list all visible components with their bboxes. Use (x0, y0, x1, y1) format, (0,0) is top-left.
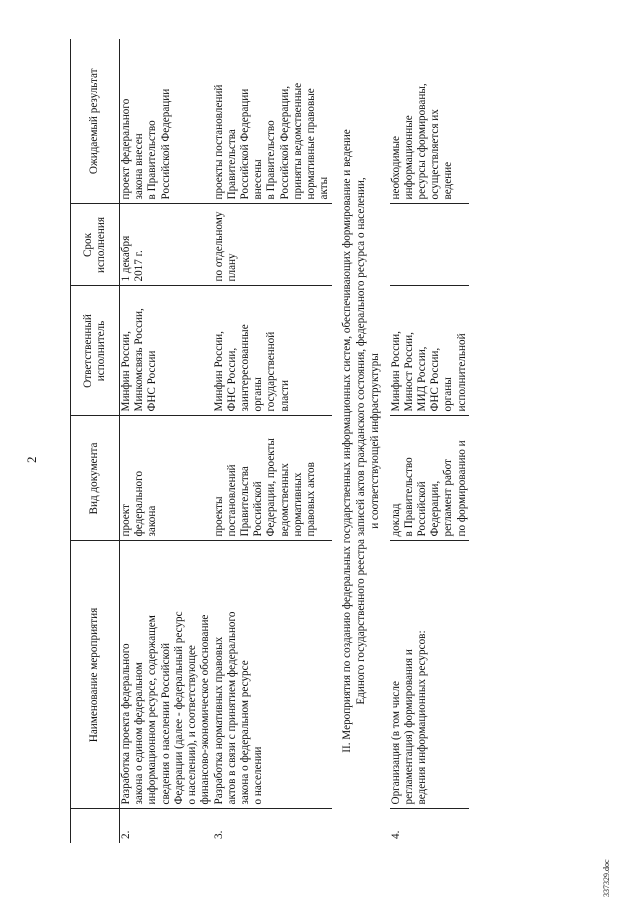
cell-line: о населении), и соответствующее (186, 645, 199, 805)
cell-line: акты (318, 176, 331, 200)
cell-line: проект федерального (120, 98, 132, 200)
cell-line: Российской (252, 481, 265, 537)
cell-line: Организация (в том числе (389, 681, 402, 805)
section-title-line: Единого государственного реестра записей актов гражданского состояния, федерального ресурса о населении, (354, 177, 367, 705)
cell-line: ФНС России, (225, 347, 238, 412)
cell-line: проекты постановлений (212, 84, 225, 200)
cell-line: Федерации (далее - федеральный ресурс (172, 611, 185, 805)
activities-table (70, 39, 469, 843)
cell-line: власти (278, 379, 291, 412)
document-type-cell (213, 416, 332, 541)
cell-line: Разработка проекта федерального (120, 643, 132, 805)
cell-line: актов в связи с принятием федерального (225, 611, 238, 805)
deadline-cell (120, 204, 213, 286)
cell-line: Российской (415, 481, 428, 537)
cell-line: Минфин России, (212, 331, 225, 412)
executor-cell (213, 286, 332, 416)
executor-cell (390, 286, 469, 416)
activity-name-cell (390, 541, 469, 809)
cell-line: необходимые (389, 136, 402, 200)
cell-line: информационном ресурсе, содержащем (146, 615, 159, 805)
cell-line: плану (225, 253, 238, 282)
page-number: 2 (24, 456, 39, 463)
cell-line: Федерации, (429, 480, 442, 537)
header-executor: Ответственный исполнитель (71, 286, 120, 416)
cell-line: федерального (133, 470, 146, 537)
cell-line: закона внесен (133, 133, 146, 200)
table-header-row (71, 39, 120, 843)
cell-line: закона о федеральном ресурсе (238, 660, 251, 805)
cell-line: МИД России, (415, 346, 428, 412)
cell-line: 1 декабря (120, 235, 132, 282)
section-title (332, 39, 390, 843)
table-body-section-title (332, 39, 390, 843)
cell-line: Минкомсвязь России, (133, 308, 146, 412)
header-document-type: Вид документа (71, 416, 120, 541)
cell-line: ФНС России, (429, 347, 442, 412)
cell-line: осуществляется их (429, 109, 442, 200)
row-number-cell: 4. (389, 830, 402, 839)
cell-line: регламентация) формирования и (402, 649, 415, 805)
cell-line: Минюст России, (402, 332, 415, 412)
document-type-cell (390, 416, 469, 541)
cell-line: доклад (389, 503, 402, 537)
cell-line: органы (442, 377, 455, 412)
cell-line: Федерации, проекты (265, 438, 278, 537)
table-row (213, 39, 332, 843)
cell-line: ведомственных (278, 463, 291, 537)
header-expected-result: Ожидаемый результат (71, 39, 120, 204)
cell-line: Российской Федерации (238, 88, 251, 200)
cell-line: органы (252, 377, 265, 412)
cell-line: Правительства (238, 466, 251, 537)
cell-line: Минфин России, (120, 331, 132, 412)
document-file-code: 337329.doc (602, 859, 611, 897)
deadline-cell (213, 204, 332, 286)
cell-line: ведение (442, 161, 455, 200)
cell-line: закона (146, 505, 159, 537)
cell-line: Российской Федерации, (278, 85, 291, 200)
cell-line: в Правительство (402, 457, 415, 537)
table-row (390, 39, 469, 843)
expected-result-cell (213, 39, 332, 204)
table-row (120, 39, 213, 843)
activity-name-cell (213, 541, 332, 809)
header-num (71, 809, 120, 843)
header-deadline: Срок исполнения (71, 204, 120, 286)
document-type-cell (120, 416, 213, 541)
cell-line: по формированию и (455, 440, 468, 537)
cell-line: сведения о населении Российской (159, 643, 172, 805)
cell-line: Разработка нормативных правовых (212, 636, 225, 805)
cell-line: ресурсы сформированы, (415, 83, 428, 200)
section-title-row (332, 39, 390, 843)
deadline-cell (390, 204, 469, 286)
cell-line: 2017 г. (133, 250, 146, 282)
cell-line: информационные (402, 115, 415, 200)
cell-line: проекты (212, 496, 225, 537)
section-title-line: и соответствующей инфраструктуры (368, 353, 381, 529)
cell-line: в Правительство (146, 120, 159, 200)
executor-cell (120, 286, 213, 416)
cell-line: финансово-экономическое обоснование (199, 614, 212, 805)
cell-line: постановлений (225, 464, 238, 537)
cell-line: ведения информационных ресурсов: (415, 630, 428, 805)
row-number-cell: 2. (120, 830, 132, 839)
cell-line: ФНС России (146, 350, 159, 412)
cell-line: Правительства (225, 129, 238, 200)
cell-line: в Правительство (265, 120, 278, 200)
cell-line: правовых актов (305, 462, 318, 537)
header-activity-name: Наименование мероприятия (71, 541, 120, 809)
activity-name-cell (120, 541, 213, 809)
cell-line: нормативные правовые (305, 88, 318, 200)
cell-line: проект (120, 504, 132, 537)
row-number-cell: 3. (212, 830, 225, 839)
section-title-line: II. Мероприятия по созданию федеральных государственных информационных систем, обеспечивающих формирование и ведение (340, 129, 353, 753)
cell-line: закона о едином федеральном (133, 662, 146, 805)
cell-line: внесены (252, 159, 265, 200)
cell-line: приняты ведомственные (291, 82, 304, 200)
cell-line: Российской Федерации (159, 88, 172, 200)
cell-line: Минфин России, (389, 331, 402, 412)
cell-line: регламент работ (442, 459, 455, 537)
cell-line: по отдельному (212, 211, 225, 282)
table-body-section-1 (120, 39, 332, 843)
cell-line: исполнительной (455, 333, 468, 412)
expected-result-cell (390, 39, 469, 204)
cell-line: о населении (252, 746, 265, 805)
cell-line: государственной (265, 331, 278, 412)
table-body-section-2 (390, 39, 469, 843)
cell-line: нормативных (291, 472, 304, 537)
cell-line: заинтересованные (238, 324, 251, 412)
expected-result-cell (120, 39, 213, 204)
